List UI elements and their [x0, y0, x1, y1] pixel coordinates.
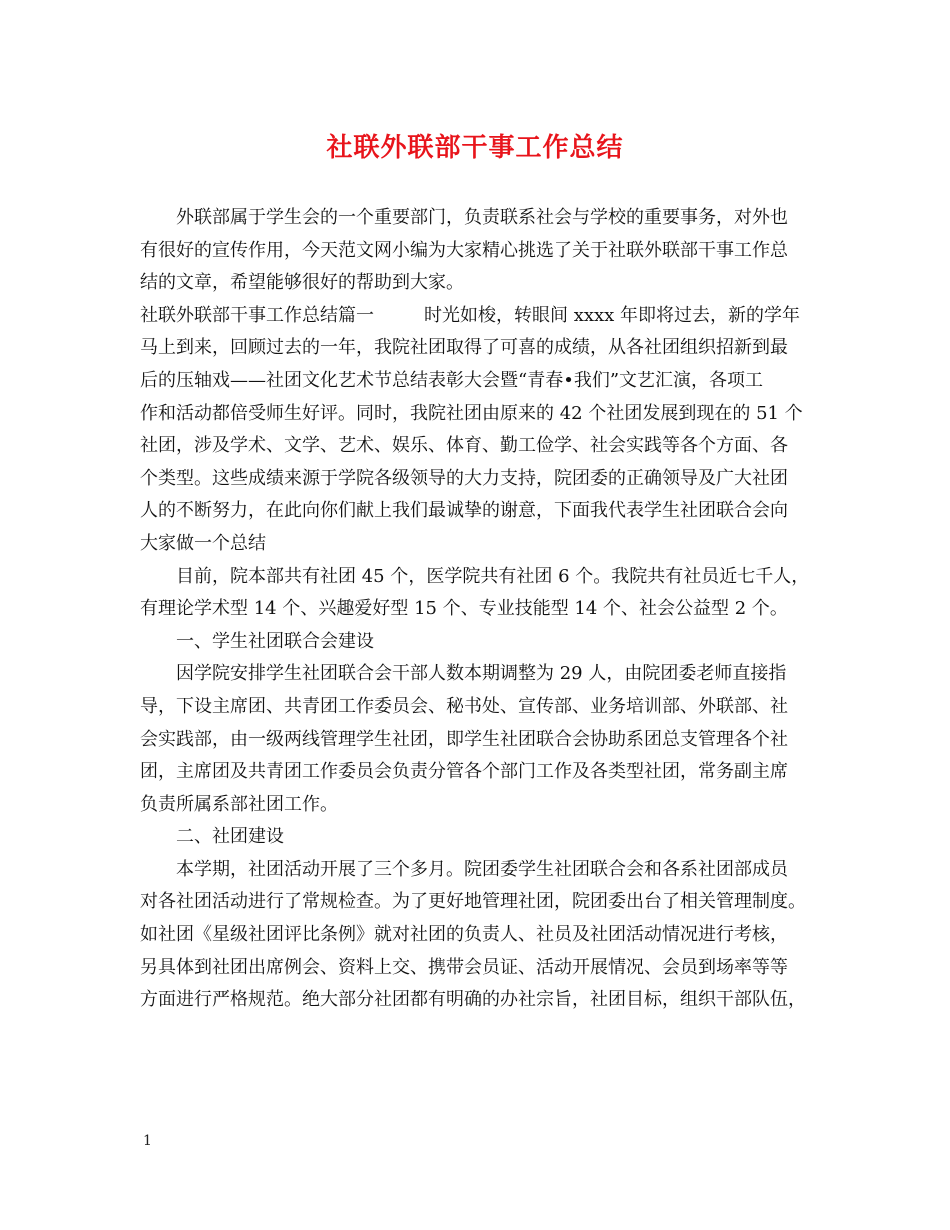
paragraph-line: 有很好的宣传作用，今天范文网小编为大家精心挑选了关于社联外联部干事工作总 [140, 239, 788, 261]
paragraph-line: 马上到来，回顾过去的一年，我院社团取得了可喜的成绩，从各社团组织招新到最 [140, 337, 788, 359]
document-body [140, 202, 830, 1017]
paragraph-line: 社团，涉及学术、文学、艺术、娱乐、体育、勤工俭学、社会实践等各个方面、各 [140, 435, 788, 457]
paragraph-line: 大家做一个总结 [140, 532, 266, 554]
paragraph-text: 时光如梭，转眼间 xxxx 年即将过去，新的学年 [424, 304, 801, 326]
document-title: 社联外联部干事工作总结 [326, 133, 624, 163]
paragraph-line: 团，主席团及共青团工作委员会负责分管各个部门工作及各类型社团，常务副主席 [140, 761, 788, 783]
paragraph-line: 人的不断努力，在此向你们献上我们最诚挚的谢意，下面我代表学生社团联合会向 [140, 500, 788, 522]
paragraph-line: 有理论学术型 14 个、兴趣爱好型 15 个、专业技能型 14 个、社会公益型 2 个。 [140, 598, 788, 620]
paragraph-line: 负责所属系部社团工作。 [140, 793, 338, 815]
paragraph-line: 方面进行严格规范。绝大部分社团都有明确的办社宗旨，社团目标，组织干部队伍， [140, 989, 806, 1011]
section-heading: 一、学生社团联合会建设 [176, 630, 374, 652]
paragraph-line: 后的压轴戏——社团文化艺术节总结表彰大会暨“青春•我们”文艺汇演，各项工 [140, 369, 764, 391]
paragraph-line: 另具体到社团出席例会、资料上交、携带会员证、活动开展情况、会员到场率等等 [140, 956, 788, 978]
page-number: 1 [143, 1133, 152, 1149]
paragraph-line: 因学院安排学生社团联合会干部人数本期调整为 29 人，由院团委老师直接指 [176, 663, 787, 685]
paragraph-line: 对各社团活动进行了常规检查。为了更好地管理社团，院团委出台了相关管理制度。 [140, 891, 806, 913]
paragraph-line: 个类型。这些成绩来源于学院各级领导的大力支持，院团委的正确领导及广大社团 [140, 467, 788, 489]
paragraph-line: 作和活动都倍受师生好评。同时，我院社团由原来的 42 个社团发展到现在的 51 个 [140, 402, 803, 424]
paragraph-line: 目前，院本部共有社团 45 个，医学院共有社团 6 个。我院共有社员近七千人， [176, 565, 810, 587]
paragraph-line: 本学期，社团活动开展了三个多月。院团委学生社团联合会和各系社团部成员 [176, 858, 788, 880]
section-heading-line [140, 300, 830, 333]
paragraph-line: 如社团《星级社团评比条例》就对社团的负责人、社员及社团活动情况进行考核， [140, 924, 788, 946]
paragraph-line: 会实践部，由一级两线管理学生社团，即学生社团联合会协助系团总支管理各个社 [140, 728, 788, 750]
paragraph-line: 导，下设主席团、共青团工作委员会、秘书处、宣传部、业务培训部、外联部、社 [140, 695, 788, 717]
paragraph-line: 外联部属于学生会的一个重要部门，负责联系社会与学校的重要事务，对外也 [176, 207, 788, 228]
section-heading: 二、社团建设 [176, 826, 284, 848]
paragraph-line: 结的文章，希望能够很好的帮助到大家。 [140, 272, 464, 294]
section-heading: 社联外联部干事工作总结篇一 [140, 304, 374, 326]
